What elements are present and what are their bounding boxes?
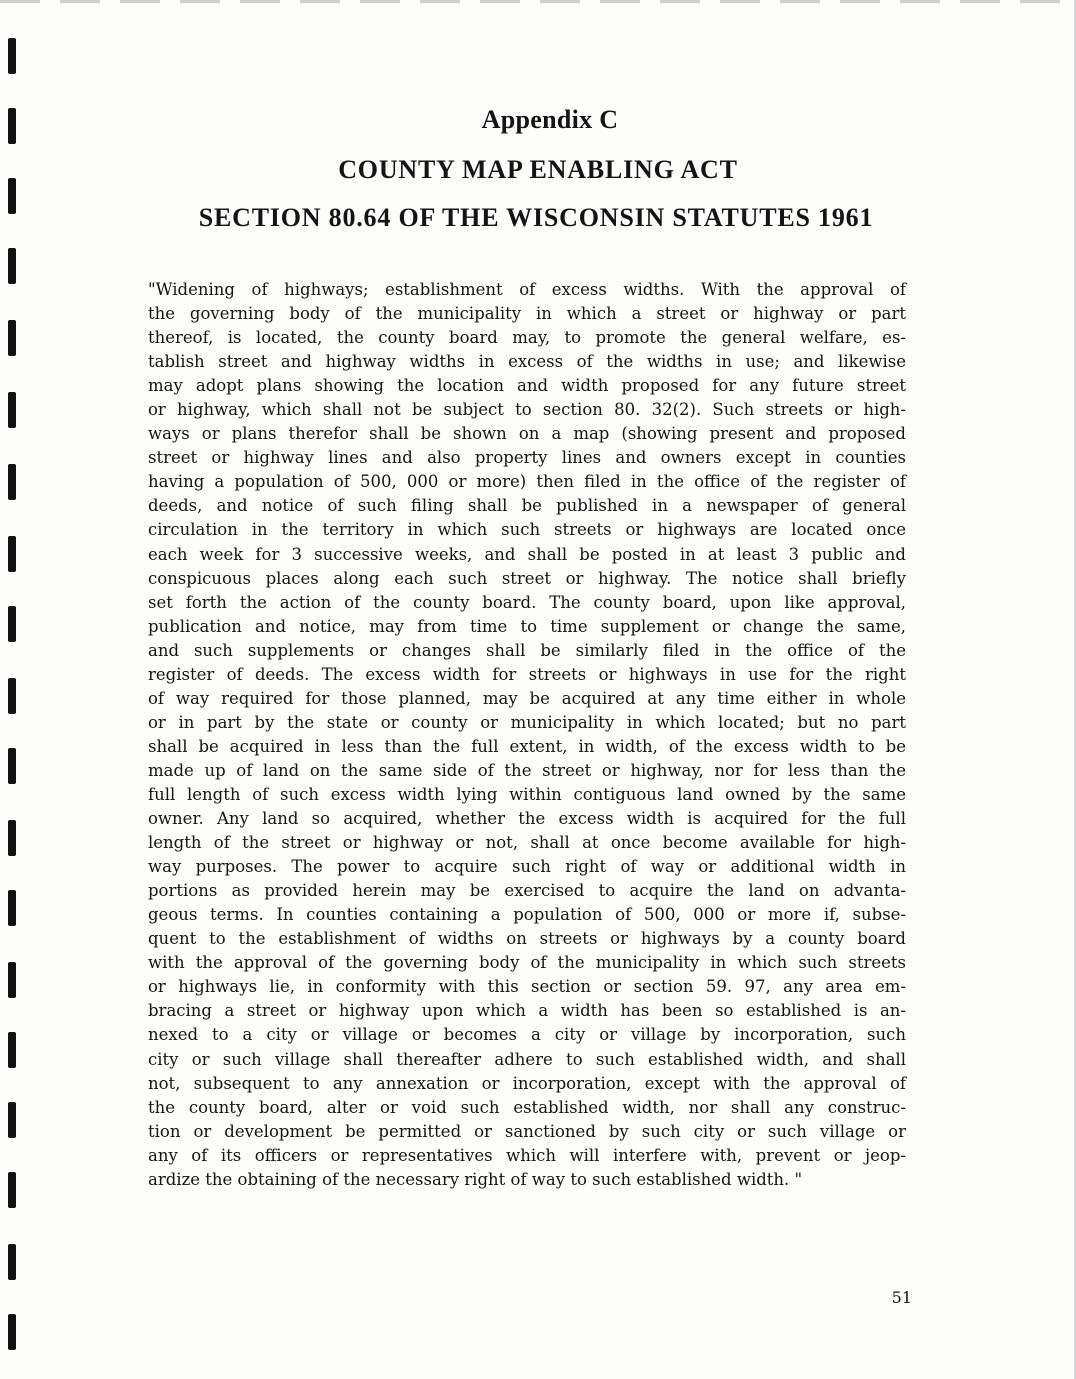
text-line: publication and notice, may from time to time supplement or change the same, [148,616,906,636]
page-headings [0,100,1076,240]
text-line: the governing body of the municipality in which a street or highway or part [148,304,906,324]
text-line: shall be acquired in less than the full extent, in width, of the excess width to be [148,736,906,756]
text-line: thereof, is located, the county board may, to promote the general welfare, es- [148,328,906,348]
text-line: way purposes. The power to acquire such right of way or additional width in [148,857,906,877]
page-number: 51 [891,1288,912,1307]
text-line: or in part by the state or county or municipality in which located; but no part [148,712,906,732]
text-line: deeds, and notice of such filing shall be published in a newspaper of general [148,496,906,516]
text-line: street or highway lines and also property lines and owners except in counties [148,448,906,468]
text-line: tablish street and highway widths in excess of the widths in use; and likewise [148,352,906,372]
text-line: ways or plans therefor shall be shown on a map (showing present and proposed [148,424,906,444]
text-line: full length of such excess width lying within contiguous land owned by the same [148,784,906,804]
text-line: made up of land on the same side of the street or highway, nor for less than the [148,760,906,780]
statute-text [148,278,906,1192]
binding-hole [8,1314,16,1350]
binding-hole [8,1102,16,1138]
text-line: each week for 3 successive weeks, and shall be posted in at least 3 public and [148,544,906,564]
text-line: register of deeds. The excess width for streets or highways in use for the right [148,664,906,684]
binding-hole [8,606,16,642]
binding-hole [8,392,16,428]
binding-hole [8,464,16,500]
text-line: of way required for those planned, may be acquired at any time either in whole [148,688,906,708]
binding-hole [8,320,16,356]
text-line: city or such village shall thereafter adhere to such established width, and shall [148,1049,906,1069]
text-line: having a population of 500, 000 or more) then filed in the office of the register of [148,472,906,492]
section-title: SECTION 80.64 OF THE WISCONSIN STATUTES 1961 [198,203,874,232]
binding-hole [8,820,16,856]
binding-hole [8,748,16,784]
binding-hole [8,890,16,926]
text-line: any of its officers or representatives which will interfere with, prevent or jeop- [148,1145,906,1165]
text-line: or highways lie, in conformity with this section or section 59. 97, any area em- [148,977,906,997]
text-line: and such supplements or changes shall be similarly filed in the office of the [148,640,906,660]
text-line: or highway, which shall not be subject to section 80. 32(2). Such streets or high- [148,400,906,420]
binding-hole [8,38,16,74]
text-line: ardize the obtaining of the necessary right of way to such established width. " [148,1169,803,1189]
text-line: with the approval of the governing body of the municipality in which such streets [148,953,906,973]
text-line: nexed to a city or village or becomes a city or village by incorporation, such [148,1025,906,1045]
binding-hole [8,962,16,998]
text-line: bracing a street or highway upon which a width has been so established is an- [148,1001,906,1021]
text-line: the county board, alter or void such established width, nor shall any construc- [148,1097,906,1117]
text-line: owner. Any land so acquired, whether the excess width is acquired for the full [148,809,906,829]
text-line: not, subsequent to any annexation or incorporation, except with the approval of [148,1073,906,1093]
text-line: may adopt plans showing the location and width proposed for any future street [148,376,906,396]
binding-hole [8,536,16,572]
binding-hole [8,248,16,284]
act-title: COUNTY MAP ENABLING ACT [338,155,738,184]
page-top-edge [0,0,1076,3]
text-line: circulation in the territory in which such streets or highways are located once [148,520,906,540]
text-line: set forth the action of the county board. The county board, upon like approval, [148,592,906,612]
text-line: geous terms. In counties containing a population of 500, 000 or more if, subse- [148,905,906,925]
text-line: portions as provided herein may be exercised to acquire the land on advanta- [148,881,906,901]
text-line: quent to the establishment of widths on streets or highways by a county board [148,929,906,949]
text-line: tion or development be permitted or sanctioned by such city or such village or [148,1121,906,1141]
binding-hole [8,1032,16,1068]
appendix-label: Appendix C [481,105,619,134]
text-line: length of the street or highway or not, shall at once become available for high- [148,833,906,853]
binding-hole [8,678,16,714]
text-line: "Widening of highways; establishment of excess widths. With the approval of [148,280,906,299]
binding-hole [8,1172,16,1208]
text-line: conspicuous places along each such street or highway. The notice shall briefly [148,568,906,588]
binding-hole [8,1244,16,1280]
